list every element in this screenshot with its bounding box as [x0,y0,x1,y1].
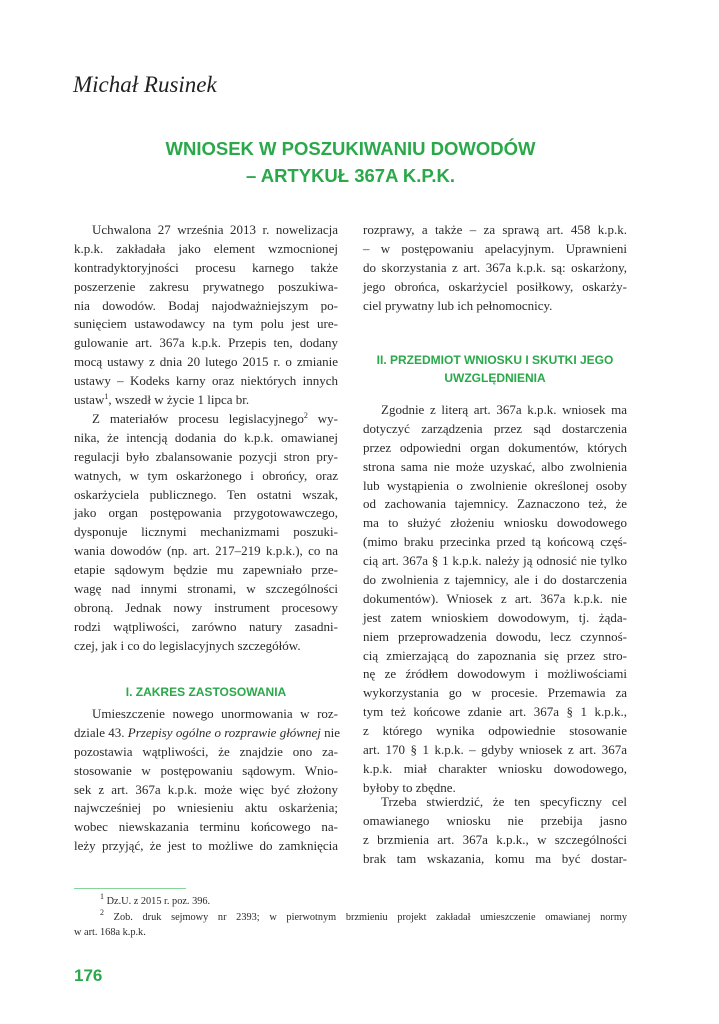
text-line [363,477,627,496]
text-segment: nika, że intencją dodania do k.p.k. omawianej [74,429,338,445]
text-line [74,448,338,467]
text-line [74,297,338,316]
footnote-text: w art. 168a k.p.k. [74,927,146,938]
text-line [74,599,338,618]
text-segment: obroną. Jednak nowy instrument procesowy [74,599,338,615]
text-line [363,552,627,571]
text-line [363,514,627,533]
text-line [74,637,338,656]
paragraph [363,221,627,315]
paragraph [74,705,341,856]
text-segment: etapie sądowym będzie mu zapewniało prze- [74,562,338,578]
text-segment: dziale 43. [74,724,128,740]
text-segment: wania dowodów (np. art. 217–219 k.p.k.), co na [74,543,338,559]
text-line [363,439,627,458]
italic-text: Przepisy ogólne o rozprawie głównej [127,724,321,740]
text-line [74,240,338,259]
text-segment: Trzeba stwierdzić, że ten specyficzny cel [381,794,627,809]
text-segment: regulacji było zbalansowanie pozycji stron pry- [74,448,338,464]
footnote-marker[interactable]: 1 [100,892,104,901]
text-line [363,609,627,628]
text-line [74,315,338,334]
text-segment: ustawy – Kodeks karny oraz niektórych innych [74,373,338,389]
text-segment: Dz.U. z 2015 r. poz. 396. [104,896,211,907]
text-line [363,760,627,779]
text-line [74,781,338,800]
text-segment: wobec niewskazania terminu końcowego na- [74,819,338,835]
text-segment: sek z art. 367a k.p.k. może więc być złożony [74,781,338,797]
text-segment: watnych, w tym oskarżonego i obrońcy, oraz [74,467,338,483]
text-line [74,542,338,561]
text-line [74,762,338,781]
text-segment: k.p.k. miał charakter wniosku dowodowego, [363,760,627,776]
footnote-1 [74,894,627,910]
text-segment: Z materiałów procesu legislacyjnego [92,411,304,426]
author-name: Michał Rusinek [73,72,217,97]
text-segment: rodzi wątpliwości, zarówno natury zasadni- [74,618,338,634]
text-segment: jest zatem wnioskiem dowodowym, tj. żąda- [363,609,627,625]
text-line [74,372,338,391]
text-line [74,523,338,542]
article-title-line: WNIOSEK W POSZUKIWANIU DOWODÓW [165,138,536,159]
text-segment: dysponuje licznymi mechanizmami poszuki- [74,524,338,540]
text-segment: omawianego wniosku nie przebija jasno [363,812,627,828]
text-line [363,793,627,812]
section-heading-line: UWZGLĘDNIENIA [444,371,546,385]
text-line [74,504,338,523]
text-line [363,647,627,666]
article-title [74,135,627,189]
text-line [363,722,627,741]
footnotes [74,894,627,941]
text-line [74,410,338,429]
text-line [74,278,338,297]
text-segment: (mimo braku przecinka przed tą końcową częś- [363,534,627,550]
footnote-2 [74,907,627,926]
text-line [363,259,627,278]
text-segment: najwcześniej po wniesieniu aktu oskarżenia; [74,800,338,816]
text-line [74,391,338,410]
paragraph [363,793,627,869]
text-segment: ciel prywatny lub ich pełnomocnicy. [363,297,553,313]
text-segment: poszerzenie zakresu prywatnego poszukiwa- [74,278,338,294]
text-line [74,353,338,372]
text-line [363,850,627,869]
text-segment: niem przeprowadzenia dowodu, lecz czynnoś- [363,628,627,644]
text-line [74,799,338,818]
footnote-marker[interactable]: 2 [303,411,308,420]
section-heading-1: I. ZAKRES ZASTOSOWANIA [125,685,287,699]
text-segment: wagę nad innymi stronami, w szczególności [74,581,338,597]
text-segment: ustaw [74,392,105,408]
text-line [363,278,627,297]
text-segment: do zwolnienia z tajemnicy, ale i do dostarczenia [363,572,627,588]
text-segment: wykorzystania go w procesie. Przemawia za [363,685,627,701]
article-title-line: – ARTYKUŁ 367A K.P.K. [245,165,456,186]
text-segment: lub wystąpienia o zwolnienie określonej osoby [363,477,627,493]
text-segment: strona sama nie może uzyskać, albo zwolnienia [363,458,627,474]
text-line [363,420,627,439]
text-segment: – w postępowaniu apelacyjnym. Uprawnieni [363,240,627,256]
text-line [74,580,338,599]
text-segment: przez odpowiedni organ dokumentów, których [363,439,627,455]
page-number: 176 [74,966,103,985]
footnote-2-continuation [74,925,627,941]
text-segment: dotyczyć zarządzenia przez sąd dostarczenia [363,420,627,436]
text-line [363,590,627,609]
text-line [74,259,338,278]
text-line [363,297,627,316]
text-segment: leży przyjąć, że jest to możliwe do zamknięcia [74,838,338,854]
text-line [363,495,627,514]
text-line [363,533,627,552]
text-line [74,221,338,240]
text-line [363,401,627,420]
text-segment: Umieszczenie nowego unormowania w roz- [92,706,338,721]
text-segment: od zachowania tajemnicy. Zaznaczono też, że [363,496,627,512]
text-line [74,743,338,762]
text-segment: rozprawy, a także – za sprawą art. 458 k.p.k. [363,222,627,237]
text-segment: wy- [307,411,339,426]
text-line [74,334,338,353]
footnote-marker[interactable]: 2 [100,907,104,917]
text-line [74,561,338,580]
text-line [363,741,627,760]
text-segment: nę ze źródłem dowodowym i możliwościami [363,666,627,682]
text-line [74,429,338,448]
text-line [74,818,338,837]
paragraph [363,401,627,798]
text-line [363,703,627,722]
text-segment: pozostawia wątpliwości, że znajdzie ono za- [74,743,338,759]
text-segment: mocą ustawy z dnia 20 lutego 2015 r. o zmianie [74,354,338,370]
text-segment: jako organ postępowania przygotowawczego, [74,505,338,521]
text-segment: z którego wynika odpowiednie stosowanie [363,723,627,739]
text-segment: art. 170 § 1 k.p.k. – gdyby wniosek z art. 367a [363,742,627,758]
text-line [363,628,627,647]
paragraph [74,221,338,410]
text-segment: z brzmienia art. 367a k.p.k., w szczególności [363,831,627,847]
section-heading-2 [363,351,627,387]
text-line [74,705,338,724]
text-segment: byłoby to zbędne. [363,779,456,795]
text-line [363,240,627,259]
text-segment: cią zmierzającą do zapoznania się przez stro- [363,647,627,663]
text-line [74,467,338,486]
text-line [363,571,627,590]
text-line [363,458,627,477]
text-segment: nie [320,724,341,740]
section-heading-line: II. PRZEDMIOT WNIOSKU I SKUTKI JEGO [376,353,614,367]
text-segment: dokumentów). Wniosek z art. 367a k.p.k. nie [363,590,627,606]
text-segment: stosowanie w postępowaniu sądowym. Wnio- [74,762,338,778]
text-segment: brak tam wskazania, komu ma być dostar- [363,850,627,866]
text-line [74,724,341,743]
text-line [74,618,338,637]
text-segment: , wszedł w życie 1 lipca br. [108,392,250,408]
text-line [363,665,627,684]
text-segment: cią art. 367a § 1 k.p.k. należy ją odnosić nie tylko [363,553,627,569]
text-segment: czej, jak i co do legislacyjnych szczegółów. [74,637,301,653]
text-segment: sunięciem ustawodawcy na tym polu jest ure- [74,316,338,332]
text-line [74,486,338,505]
text-line [74,837,338,856]
text-segment: kontradyktoryjności procesu karnego także [74,259,338,275]
text-segment: Zgodnie z literą art. 367a k.p.k. wniosek ma [381,402,627,417]
text-segment: jego obrońca, oskarżyciel posiłkowy, oskarży- [363,278,627,294]
text-line [363,831,627,850]
text-segment: ma to służyć złożeniu wniosku dowodowego [363,515,627,531]
text-segment: oskarżyciela publicznego. Ten ostatni wszak, [74,486,338,502]
footnote-divider [74,888,186,889]
text-segment: gulowanie art. 367a k.p.k. Przepis ten, dodany [74,335,338,351]
text-segment: tym też końcowe zdanie art. 367a § 1 k.p.k., [363,704,627,720]
text-line [363,221,627,240]
text-line [363,812,627,831]
paragraph [74,410,338,656]
footnote-marker[interactable]: 1 [104,392,109,402]
text-segment: do skorzystania z art. 367a k.p.k. są: oskarżony, [363,259,627,275]
text-segment: k.p.k. zakładała jako element wzmocnionej [74,240,338,256]
text-segment: nia dowodów. Bodaj najodważniejszym po- [74,297,338,313]
text-segment: Zob. druk sejmowy nr 2393; w pierwotnym brzmieniu projekt zakładał umieszczenie omawianej normy [104,911,627,923]
text-segment: Uchwalona 27 września 2013 r. nowelizacja [92,222,338,237]
text-line [363,684,627,703]
